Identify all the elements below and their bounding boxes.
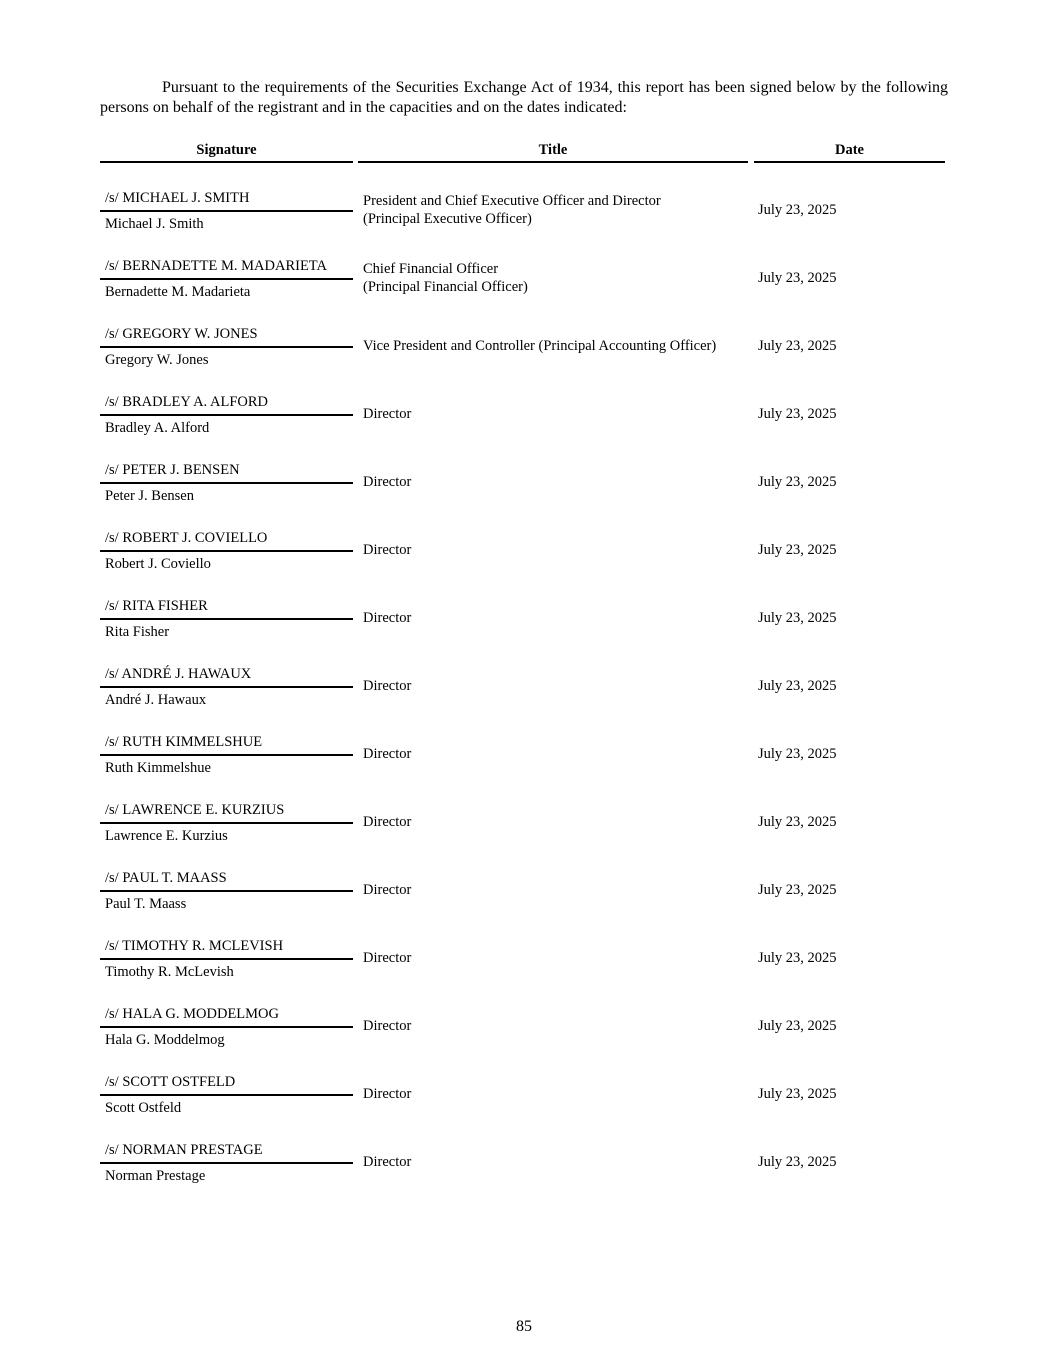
date-column-header: Date [754, 141, 945, 163]
signatory-title [358, 1002, 755, 1050]
signature-line: /s/ BERNADETTE M. MADARIETA [100, 254, 353, 280]
signature-block [100, 798, 353, 846]
signature-line: /s/ TIMOTHY R. MCLEVISH [100, 934, 353, 960]
title-line: Director [363, 1086, 412, 1102]
signature-date: July 23, 2025 [758, 405, 837, 422]
signature-line: /s/ BRADLEY A. ALFORD [100, 390, 353, 416]
title-line: Director [363, 610, 412, 626]
signatory-title [358, 866, 755, 914]
signature-row [0, 866, 1048, 934]
signature-row [0, 1138, 1048, 1206]
signatory-name: Hala G. Moddelmog [105, 1032, 225, 1048]
signature-block [100, 526, 353, 574]
signature-date: July 23, 2025 [758, 337, 837, 354]
signatory-name: Bernadette M. Madarieta [105, 284, 251, 300]
signature-row [0, 730, 1048, 798]
signature-date: July 23, 2025 [758, 201, 837, 218]
signature-date: July 23, 2025 [758, 813, 837, 830]
title-line: (Principal Executive Officer) [363, 211, 532, 227]
title-line: Director [363, 406, 412, 422]
signatory-title [358, 322, 755, 370]
signatory-name: Gregory W. Jones [105, 352, 209, 368]
title-line: President and Chief Executive Officer and Director [363, 193, 661, 209]
signatory-name: Rita Fisher [105, 624, 170, 640]
signature-row [0, 1070, 1048, 1138]
signature-date: July 23, 2025 [758, 745, 837, 762]
signature-line: /s/ NORMAN PRESTAGE [100, 1138, 353, 1164]
signature-date: July 23, 2025 [758, 949, 837, 966]
signature-line: /s/ MICHAEL J. SMITH [100, 186, 353, 212]
signatory-name: Ruth Kimmelshue [105, 760, 211, 776]
signature-line: /s/ PETER J. BENSEN [100, 458, 353, 484]
signatory-name: Paul T. Maass [105, 896, 187, 912]
signature-row [0, 322, 1048, 390]
signatory-name: Peter J. Bensen [105, 488, 194, 504]
signatory-name: Timothy R. McLevish [105, 964, 234, 980]
signatory-name: Robert J. Coviello [105, 556, 211, 572]
signatory-name: André J. Hawaux [105, 692, 207, 708]
signature-row [0, 594, 1048, 662]
signature-row [0, 1002, 1048, 1070]
signatory-title [358, 390, 755, 438]
signature-block [100, 866, 353, 914]
title-line: Director [363, 814, 412, 830]
title-line: Director [363, 542, 412, 558]
signature-block [100, 662, 353, 710]
signature-date: July 23, 2025 [758, 269, 837, 286]
signature-block [100, 186, 353, 234]
title-line: Chief Financial Officer [363, 261, 499, 277]
signature-row [0, 390, 1048, 458]
signature-line: /s/ RITA FISHER [100, 594, 353, 620]
signature-line: /s/ RUTH KIMMELSHUE [100, 730, 353, 756]
signature-date: July 23, 2025 [758, 1017, 837, 1034]
signature-row [0, 798, 1048, 866]
signature-date: July 23, 2025 [758, 541, 837, 558]
title-line: Director [363, 746, 412, 762]
signature-row [0, 186, 1048, 254]
title-line: Director [363, 882, 412, 898]
title-column-header: Title [358, 141, 748, 163]
signature-date: July 23, 2025 [758, 677, 837, 694]
signatory-title [358, 594, 755, 642]
signature-date: July 23, 2025 [758, 881, 837, 898]
signature-line: /s/ GREGORY W. JONES [100, 322, 353, 348]
signatory-title [358, 458, 755, 506]
page-number: 85 [516, 1318, 532, 1335]
signature-row [0, 662, 1048, 730]
signature-block [100, 1002, 353, 1050]
signature-date: July 23, 2025 [758, 1085, 837, 1102]
signature-date: July 23, 2025 [758, 1153, 837, 1170]
signature-date: July 23, 2025 [758, 473, 837, 490]
signatory-title [358, 1138, 755, 1186]
title-line: (Principal Financial Officer) [363, 279, 528, 295]
signatory-name: Norman Prestage [105, 1168, 206, 1184]
intro-paragraph: Pursuant to the requirements of the Securities Exchange Act of 1934, this report has been signed below by the following persons on behalf of the registrant and in the capacities and on the dates indicated: [100, 79, 948, 116]
signatory-title [358, 186, 755, 234]
signature-block [100, 458, 353, 506]
signatory-name: Bradley A. Alford [105, 420, 210, 436]
signature-line: /s/ ANDRÉ J. HAWAUX [100, 662, 353, 688]
signatory-title [358, 934, 755, 982]
signatory-title [358, 254, 755, 302]
signatory-title [358, 526, 755, 574]
signature-row [0, 458, 1048, 526]
title-line: Director [363, 678, 412, 694]
title-line: Director [363, 1154, 412, 1170]
signature-block [100, 390, 353, 438]
title-line: Director [363, 950, 412, 966]
signature-row [0, 934, 1048, 1002]
signature-column-header: Signature [100, 141, 353, 163]
signature-row [0, 526, 1048, 594]
signatory-name: Scott Ostfeld [105, 1100, 182, 1116]
signature-block [100, 1070, 353, 1118]
title-line: Vice President and Controller (Principal Accounting Officer) [363, 338, 717, 354]
signature-block [100, 254, 353, 302]
signature-line: /s/ SCOTT OSTFELD [100, 1070, 353, 1096]
signature-block [100, 1138, 353, 1186]
signature-date: July 23, 2025 [758, 609, 837, 626]
signatory-title [358, 1070, 755, 1118]
signature-row [0, 254, 1048, 322]
signature-line: /s/ LAWRENCE E. KURZIUS [100, 798, 353, 824]
signature-line: /s/ HALA G. MODDELMOG [100, 1002, 353, 1028]
title-line: Director [363, 1018, 412, 1034]
signature-line: /s/ PAUL T. MAASS [100, 866, 353, 892]
title-line: Director [363, 474, 412, 490]
signatory-name: Lawrence E. Kurzius [105, 828, 228, 844]
signature-line: /s/ ROBERT J. COVIELLO [100, 526, 353, 552]
signature-block [100, 934, 353, 982]
signature-block [100, 594, 353, 642]
signatory-title [358, 730, 755, 778]
signature-block [100, 322, 353, 370]
signatory-title [358, 662, 755, 710]
signatory-name: Michael J. Smith [105, 216, 204, 232]
signature-table [0, 186, 1048, 1206]
signatory-title [358, 798, 755, 846]
signature-block [100, 730, 353, 778]
